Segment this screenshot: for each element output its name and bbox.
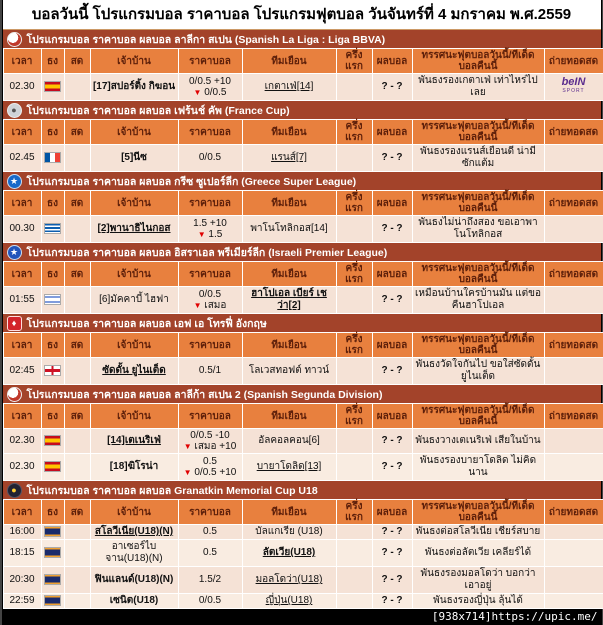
tip-text: พันธงรองแรนส์เยือนดี น่ามีซักแต้ม	[412, 145, 544, 172]
greece-flag-icon	[44, 223, 61, 234]
odds-drop-icon: ▼	[184, 442, 192, 451]
odds-cell: 0.5 ▼ 0/0.5 +10	[178, 454, 242, 481]
match-row	[3, 594, 603, 609]
match-row	[3, 540, 603, 567]
table-header-row: เวลา ธง สด เจ้าบ้าน ราคาบอล ทีมเยือน ครึ่งแรก ผลบอล ทรรศนะฟุตบอลวันนี้/ทีเด็ดบอลคืนนี้ ถ่ายทอดสด	[3, 500, 603, 525]
schedule-table-greece	[3, 190, 603, 243]
schedule-table-israel	[3, 261, 603, 314]
col-away: ทีมเยือน	[242, 49, 336, 74]
match-row	[3, 567, 603, 594]
schedule-table-fa-trophy	[3, 332, 603, 385]
match-time: 02:45	[3, 358, 41, 385]
league-title: โปรแกรมบอล ราคาบอล ผลบอล Granatkin Memorial Cup U18	[27, 482, 318, 499]
israel-flag-icon	[44, 294, 61, 305]
full-time-result: ? - ?	[372, 525, 412, 540]
league-title: โปรแกรมบอล ราคาบอล ผลบอล เฟร้นช์ คัพ (France Cup)	[27, 102, 290, 119]
schedule-table-segunda	[3, 403, 603, 481]
league-header-granatkin	[3, 481, 601, 499]
odds-drop-icon: ▼	[184, 468, 192, 477]
col-half: ครึ่งแรก	[336, 49, 372, 74]
table-header-row: เวลา ธง สด เจ้าบ้าน ราคาบอล ทีมเยือน ครึ่งแรก ผลบอล ทรรศนะฟุตบอลวันนี้/ทีเด็ดบอลคืนนี้ ถ่ายทอดสด	[3, 404, 603, 429]
full-time-result: ? - ?	[372, 216, 412, 243]
match-time: 20:30	[3, 567, 41, 594]
page-frame	[2, 0, 602, 476]
table-header-row: เวลา ธง สด เจ้าบ้าน ราคาบอล ทีมเยือน ครึ่งแรก ผลบอล ทรรศนะฟุตบอลวันนี้/ทีเด็ดบอลคืนนี้ ถ่ายทอดสด	[3, 120, 603, 145]
away-team-link[interactable]: ญี่ปุ่น(U18)	[242, 594, 336, 609]
home-team-link[interactable]: [18]ฆิโรน่า	[90, 454, 178, 481]
match-time: 18:15	[3, 540, 41, 567]
england-flag-icon	[44, 365, 61, 376]
watermark: [938x714]https://upic.me/	[2, 609, 602, 625]
away-team-link[interactable]: แรนส์[7]	[242, 145, 336, 172]
match-row	[3, 525, 603, 540]
tournament-flag-icon	[44, 526, 61, 537]
home-team: [6]มัคคาบี้ ไฮฟา	[90, 287, 178, 314]
match-row	[3, 358, 603, 385]
match-row	[3, 429, 603, 454]
league-title: โปรแกรมบอล ราคาบอล ผลบอล ลาลีกา สเปน (Spanish La Liga : Liga BBVA)	[27, 31, 386, 48]
odds-cell: 0/0.5 -10 ▼ เสมอ +10	[178, 429, 242, 454]
tip-text: พันธงรองมอลโดว่า บอกว่าเอาอยู่	[412, 567, 544, 594]
tip-text: พันธงรองญี่ปุ่น ลุ้นได้	[412, 594, 544, 609]
odds-cell: 0/0.5 ▼ เสมอ	[178, 287, 242, 314]
home-team-link[interactable]: [14]เตเนริเฟ่	[90, 429, 178, 454]
spain-flag-icon	[44, 461, 61, 472]
tournament-flag-icon	[44, 595, 61, 606]
home-team-link[interactable]: สโลวีเนีย(U18)(N)	[90, 525, 178, 540]
col-broadcast: ถ่ายทอดสด	[544, 49, 603, 74]
granatkin-cup-icon: ●	[7, 483, 22, 498]
match-time: 00.30	[3, 216, 41, 243]
match-time: 22:59	[3, 594, 41, 609]
tournament-flag-icon	[44, 547, 61, 558]
odds-cell: 0/0.5	[178, 594, 242, 609]
odds-cell: 0/0.5	[178, 145, 242, 172]
league-header-france-cup	[3, 101, 601, 119]
col-live: สด	[64, 49, 90, 74]
col-flag: ธง	[41, 49, 64, 74]
odds-cell: 1.5 +10 ▼ 1.5	[178, 216, 242, 243]
france-cup-icon: ●	[7, 103, 22, 118]
odds-cell: 0.5	[178, 525, 242, 540]
tournament-flag-icon	[44, 574, 61, 585]
france-flag-icon	[44, 152, 61, 163]
away-team-link[interactable]: ฮาโปเอล เบียร์ เชว่า[2]	[242, 287, 336, 314]
main-content	[2, 0, 602, 609]
table-header-row: เวลา ธง สด เจ้าบ้าน ราคาบอล ทีมเยือน ครึ่งแรก ผลบอล ทรรศนะฟุตบอลวันนี้/ทีเด็ดบอลคืนนี้ ถ่ายทอดสด	[3, 191, 603, 216]
league-title: โปรแกรมบอล ราคาบอล ผลบอล อิสราเอล พรีเมียร์ลีก (Israeli Premier League)	[27, 244, 388, 261]
away-team: อัลคอลคอน[6]	[242, 429, 336, 454]
full-time-result: ? - ?	[372, 454, 412, 481]
tip-text: พันธงไม่น่าถึงสอง ขอเอาพาโนโทลิกอส	[412, 216, 544, 243]
israel-league-icon: ★	[7, 245, 22, 260]
full-time-result: ? - ?	[372, 287, 412, 314]
match-time: 02.45	[3, 145, 41, 172]
away-team: โลเวสทอฟต์ ทาวน์	[242, 358, 336, 385]
full-time-result: ? - ?	[372, 145, 412, 172]
col-time: เวลา	[3, 49, 41, 74]
home-team-link[interactable]: [17]สปอร์ติ้ง กิฆอน	[90, 74, 178, 101]
league-title: โปรแกรมบอล ราคาบอล ผลบอล กรีซ ซูเปอร์ลีก (Greece Super League)	[27, 173, 357, 190]
bein-sport-logo: beIN SPORT	[562, 78, 586, 96]
tip-text: พันธงรองบายาโดลิด ไม่คิดนาน	[412, 454, 544, 481]
home-team-link[interactable]: [5]นีซ	[90, 145, 178, 172]
segunda-logo-icon: ●	[7, 387, 22, 402]
odds-cell: 1.5/2	[178, 567, 242, 594]
laliga-logo-icon: ●	[7, 32, 22, 47]
league-header-fa-trophy	[3, 314, 601, 332]
home-team-link[interactable]: เซนิต(U18)	[90, 594, 178, 609]
table-header-row: เวลา ธง สด เจ้าบ้าน ราคาบอล ทีมเยือน ครึ่งแรก ผลบอล ทรรศนะฟุตบอลวันนี้/ทีเด็ดบอลคืนนี้ ถ่ายทอดสด	[3, 333, 603, 358]
spain-flag-icon	[44, 81, 61, 92]
odds-drop-icon: ▼	[194, 88, 202, 97]
col-tip: ทรรศนะฟุตบอลวันนี้/ทีเด็ดบอลคืนนี้	[412, 49, 544, 74]
league-header-greece	[3, 172, 601, 190]
col-home: เจ้าบ้าน	[90, 49, 178, 74]
full-time-result: ? - ?	[372, 358, 412, 385]
league-title: โปรแกรมบอล ราคาบอล ผลบอล ลาลีก้า สเปน 2 (Spanish Segunda Division)	[27, 386, 383, 403]
spain-flag-icon	[44, 435, 61, 446]
away-team-link[interactable]: บายาโดลิด[13]	[242, 454, 336, 481]
away-team: พาโนโทลิกอส[14]	[242, 216, 336, 243]
odds-cell: 0/0.5 +10 ▼ 0/0.5	[178, 74, 242, 101]
match-row	[3, 454, 603, 481]
odds-cell: 0.5	[178, 540, 242, 567]
league-header-laliga	[3, 30, 601, 48]
tip-text: เหมือนบ้านใครบ้านมัน แต่ขอคืนฮาโปเอล	[412, 287, 544, 314]
tip-text: พันธงวางเตเนริเฟ่ เสียในบ้าน	[412, 429, 544, 454]
match-time: 02.30	[3, 429, 41, 454]
home-team-link[interactable]: ซัดดั้น ยูไนเต็ด	[90, 358, 178, 385]
away-team-link[interactable]: เกตาเฟ่[14]	[242, 74, 336, 101]
home-team: อาเซอร์ไบจาน(U18)(N)	[90, 540, 178, 567]
match-time: 02.30	[3, 454, 41, 481]
away-team-link[interactable]: มอลโดว่า(U18)	[242, 567, 336, 594]
full-time-result: ? - ?	[372, 74, 412, 101]
odds-cell: 0.5/1	[178, 358, 242, 385]
table-header-row	[3, 49, 603, 74]
table-header-row: เวลา ธง สด เจ้าบ้าน ราคาบอล ทีมเยือน ครึ่งแรก ผลบอล ทรรศนะฟุตบอลวันนี้/ทีเด็ดบอลคืนนี้ ถ่ายทอดสด	[3, 262, 603, 287]
tip-text: พันธงต่อสโลวีเนีย เชียร์สบาย	[412, 525, 544, 540]
match-row	[3, 74, 603, 101]
schedule-table-france-cup	[3, 119, 603, 172]
odds-drop-icon: ▼	[194, 301, 202, 310]
full-time-result: ? - ?	[372, 567, 412, 594]
full-time-result: ? - ?	[372, 429, 412, 454]
tip-text: พันธงต่อลัตเวีย เคลียร์ได้	[412, 540, 544, 567]
match-row	[3, 287, 603, 314]
match-time: 01:55	[3, 287, 41, 314]
schedule-table-laliga	[3, 48, 603, 101]
half-time-result	[336, 74, 372, 101]
schedule-table-granatkin	[3, 499, 603, 609]
page-title: บอลวันนี้ โปรแกรมบอล ราคาบอล โปรแกรมฟุตบอล วันจันทร์ที่ 4 มกราคม พ.ศ.2559	[3, 0, 601, 30]
live-indicator	[64, 74, 90, 101]
match-time: 16:00	[3, 525, 41, 540]
tip-text: พันธงรองเกตาเฟ่ เท่าไหร่ไปเลย	[412, 74, 544, 101]
league-header-segunda	[3, 385, 601, 403]
col-odds: ราคาบอล	[178, 49, 242, 74]
full-time-result: ? - ?	[372, 594, 412, 609]
match-row	[3, 216, 603, 243]
home-team-link[interactable]: [2]พานาธิไนกอส	[90, 216, 178, 243]
league-title: โปรแกรมบอล ราคาบอล ผลบอล เอฟ เอ โทรฟี่ อังกฤษ	[27, 315, 267, 332]
away-team: บัลแกเรีย (U18)	[242, 525, 336, 540]
home-team-link[interactable]: ฟินแลนด์(U18)(N)	[90, 567, 178, 594]
match-row	[3, 145, 603, 172]
fa-trophy-icon: ♦	[7, 316, 22, 331]
odds-drop-icon: ▼	[198, 230, 206, 239]
col-score: ผลบอล	[372, 49, 412, 74]
tip-text: พันธงวัดใจกันไป ขอใส่ซัดดั้น ยูไนเต็ด	[412, 358, 544, 385]
match-time: 02.30	[3, 74, 41, 101]
league-header-israel	[3, 243, 601, 261]
greece-league-icon: ★	[7, 174, 22, 189]
full-time-result: ? - ?	[372, 540, 412, 567]
away-team-link[interactable]: ลัตเวีย(U18)	[242, 540, 336, 567]
